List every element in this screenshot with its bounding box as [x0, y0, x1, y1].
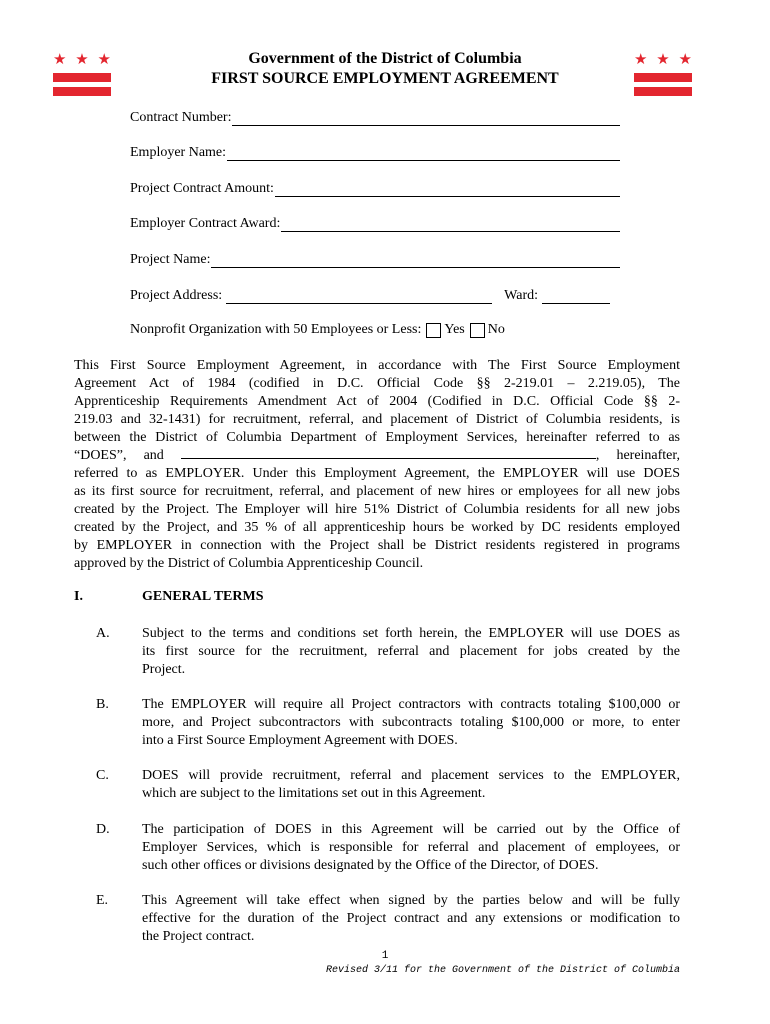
item-line: Employer Services, which is responsible for referral and placement of employees, or: [142, 840, 680, 855]
intro-line: Apprenticeship Requirements Amendment Act of 2004 (Codified in D.C. Official Code §§ 2-: [74, 394, 680, 409]
item-letter: D.: [96, 822, 110, 837]
item-line: its first source for the recruitment, referral and placement for jobs created by the: [142, 644, 680, 659]
employer-name-field[interactable]: [130, 143, 620, 161]
intro-line: created by the Project, and 35 % of all apprenticeship hours be worked by DC residents employed: [74, 520, 680, 535]
item-line: into a First Source Employment Agreement with DOES.: [142, 733, 458, 748]
intro-line-employer: [74, 447, 680, 465]
intro-line: Agreement Act of 1984 (codified in D.C. Official Code §§ 2-219.01 – 2.219.05), The: [74, 376, 680, 391]
revision-footer: Revised 3/11 for the Government of the District of Columbia: [325, 965, 680, 976]
item-letter: E.: [96, 893, 109, 908]
project-address-input[interactable]: [226, 291, 492, 304]
section-heading: [74, 589, 264, 605]
section-title: GENERAL TERMS: [142, 589, 264, 604]
list-item: [74, 767, 680, 803]
employer-contract-award-label: Employer Contract Award:: [130, 216, 281, 231]
star-icon: ★: [678, 52, 692, 68]
intro-line: approved by the District of Columbia Apprenticeship Council.: [74, 556, 424, 571]
project-contract-amount-input[interactable]: [275, 184, 620, 197]
project-name-input[interactable]: [211, 255, 620, 268]
item-letter: B.: [96, 697, 109, 712]
list-item: [74, 821, 680, 875]
nonprofit-question: [130, 320, 505, 340]
star-icon: ★: [634, 52, 648, 68]
item-line: The EMPLOYER will require all Project contractors with contracts totaling $100,000 or: [142, 697, 680, 712]
intro-line: created by the Project. The Employer will hire 51% District of Columbia residents for all new jobs: [74, 502, 680, 517]
contract-number-input[interactable]: [232, 113, 620, 126]
yes-checkbox[interactable]: [426, 323, 441, 338]
list-item: [74, 625, 680, 679]
list-item: [74, 892, 680, 946]
intro-line: 219.03 and 32-1431) for recruitment, referral, and placement of District of Columbia residents, is: [74, 412, 680, 427]
employer-contract-award-field[interactable]: [130, 214, 620, 232]
employer-name-input[interactable]: [227, 148, 620, 161]
project-address-label: Project Address:: [130, 288, 223, 303]
section-number: I.: [74, 589, 83, 604]
contract-number-field[interactable]: [130, 108, 620, 126]
employer-name-blank[interactable]: [181, 447, 596, 459]
ward-input[interactable]: [542, 291, 610, 304]
employer-contract-award-input[interactable]: [281, 219, 620, 232]
page-number: 1: [381, 950, 389, 962]
star-icon: ★: [53, 52, 67, 68]
project-name-label: Project Name:: [130, 252, 211, 267]
project-address-field[interactable]: [130, 286, 620, 304]
item-line: the Project contract.: [142, 929, 255, 944]
item-line: Project.: [142, 662, 186, 677]
intro-line: referred to as EMPLOYER. Under this Employment Agreement, the EMPLOYER will use DOES: [74, 466, 680, 481]
project-name-field[interactable]: [130, 250, 620, 268]
item-line: This Agreement will take effect when signed by the parties below and will be fully: [142, 893, 680, 908]
item-line: such other offices or divisions designated by the Office of the Director, of DOES.: [142, 858, 599, 873]
item-line: effective for the duration of the Project contract and any extensions or modification to: [142, 911, 680, 926]
does-and-text: “DOES”, and: [74, 448, 164, 463]
intro-paragraph: [74, 357, 680, 573]
item-letter: C.: [96, 768, 109, 783]
flag-bar: [53, 87, 111, 96]
intro-line: This First Source Employment Agreement, in accordance with The First Source Employment: [74, 358, 680, 373]
intro-line: between the District of Columbia Department of Employment Services, hereinafter referred to as: [74, 430, 680, 445]
hereinafter-text: , hereinafter,: [595, 448, 680, 463]
project-contract-amount-field[interactable]: [130, 179, 620, 197]
flag-bar: [634, 87, 692, 96]
intro-line: by EMPLOYER in connection with the Project shall be District residents registered in programs: [74, 538, 680, 553]
item-line: DOES will provide recruitment, referral and placement services to the EMPLOYER,: [142, 768, 680, 783]
employer-name-label: Employer Name:: [130, 145, 227, 160]
ward-label: Ward:: [504, 288, 539, 303]
star-icon: ★: [97, 52, 111, 68]
document-title-government: Government of the District of Columbia: [248, 50, 522, 67]
item-line: more, and Project subcontractors with subcontracts totaling $100,000 or more, to enter: [142, 715, 680, 730]
project-contract-amount-label: Project Contract Amount:: [130, 181, 274, 196]
intro-line: as its first source for recruitment, referral, and placement of new hires or employees for all new jobs: [74, 484, 680, 499]
item-line: The participation of DOES in this Agreement will be carried out by the Office of: [142, 822, 680, 837]
star-icon: ★: [656, 52, 670, 68]
no-label: No: [487, 322, 505, 337]
list-item: [74, 696, 680, 750]
item-letter: A.: [96, 626, 110, 641]
nonprofit-label: Nonprofit Organization with 50 Employees or Less:: [130, 322, 422, 337]
document-title-agreement: FIRST SOURCE EMPLOYMENT AGREEMENT: [211, 70, 559, 87]
item-line: which are subject to the limitations set out in this Agreement.: [142, 786, 486, 801]
item-line: Subject to the terms and conditions set forth herein, the EMPLOYER will use DOES as: [142, 626, 680, 641]
star-icon: ★: [75, 52, 89, 68]
yes-label: Yes: [444, 322, 465, 337]
contract-number-label: Contract Number:: [130, 110, 232, 125]
no-checkbox[interactable]: [470, 323, 485, 338]
